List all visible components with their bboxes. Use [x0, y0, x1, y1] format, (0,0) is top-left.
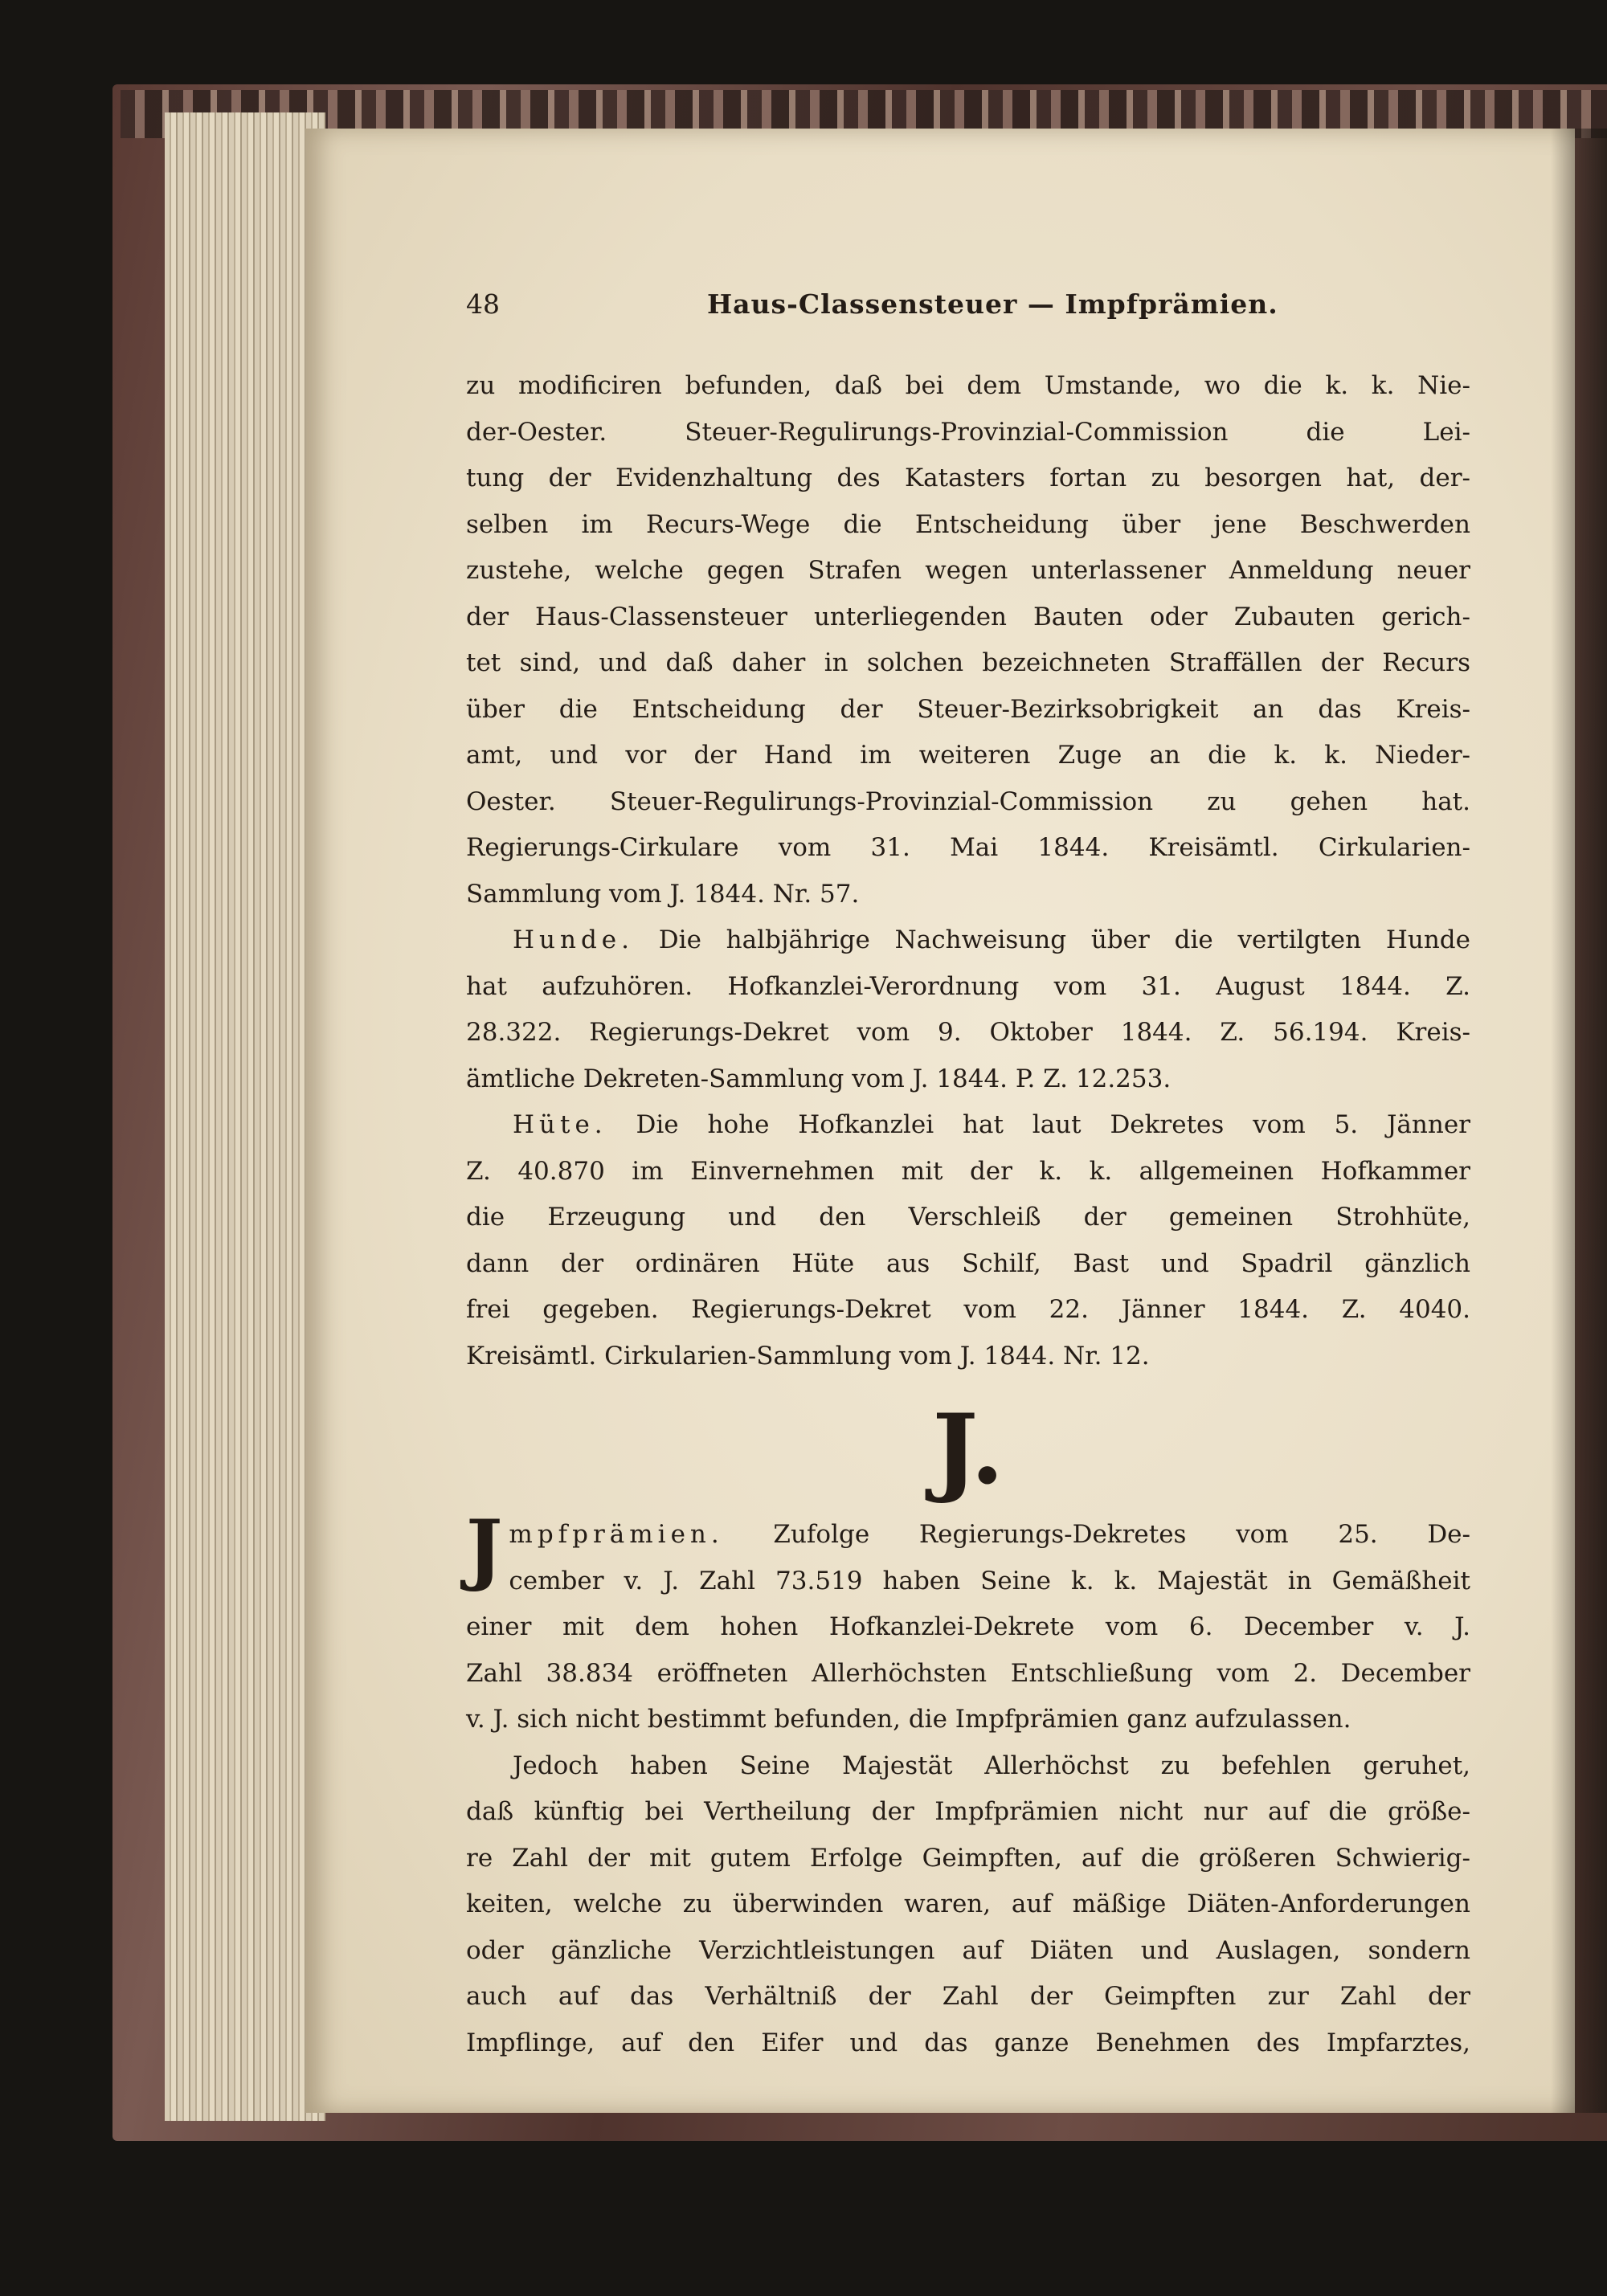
- text-line: Regierungs-Cirkulare vom 31. Mai 1844. Kreisämtl. Cirkularien-: [466, 833, 1470, 862]
- running-head: Haus-Classensteuer — Impfprämien.: [707, 288, 1278, 320]
- text-line: der Haus-Classensteuer unterliegenden Bauten oder Zubauten gerich-: [466, 602, 1470, 631]
- page-content: [466, 281, 1470, 2066]
- text-line: hat aufzuhören. Hofkanzlei-Verordnung vom 31. August 1844. Z.: [466, 971, 1470, 1001]
- text-line: frei gegeben. Regierungs-Dekret vom 22. Jänner 1844. Z. 4040.: [466, 1295, 1470, 1324]
- text-line: re Zahl der mit gutem Erfolge Geimpften, auf die größeren Schwierig-: [466, 1843, 1470, 1873]
- entry-hunde: [466, 917, 1470, 1102]
- text-line: oder gänzliche Verzichtleistungen auf Diäten und Auslagen, sondern: [466, 1935, 1470, 1965]
- text-line: tet sind, und daß daher in solchen bezeichneten Straffällen der Recurs: [466, 648, 1470, 677]
- text-line: ämtliche Dekreten-Sammlung vom J. 1844. P. Z. 12.253.: [466, 1064, 1172, 1093]
- text-line: Oester. Steuer-Regulirungs-Provinzial-Commission zu gehen hat.: [466, 786, 1470, 816]
- text-line: über die Entscheidung der Steuer-Bezirksobrigkeit an das Kreis-: [466, 694, 1470, 724]
- text-line: dann der ordinären Hüte aus Schilf, Bast und Spadril gänzlich: [466, 1248, 1470, 1278]
- entry-text: Die hohe Hofkanzlei hat laut Dekretes vom 5. Jänner: [607, 1110, 1470, 1139]
- text-line: amt, und vor der Hand im weiteren Zuge an die k. k. Nieder-: [466, 741, 1470, 770]
- text-line: [466, 1512, 1470, 1559]
- text-line: keiten, welche zu überwinden waren, auf mäßige Diäten-Anforderungen: [466, 1890, 1470, 1918]
- text-line: [466, 1102, 1470, 1149]
- text-line: zustehe, welche gegen Strafen wegen unterlassener Anmeldung neuer: [466, 556, 1470, 585]
- text-line: selben im Recurs-Wege die Entscheidung über jene Beschwerden: [466, 509, 1470, 539]
- page-header: [466, 281, 1470, 329]
- paragraph-continuation: [466, 363, 1470, 917]
- text-line: Jedoch haben Seine Majestät Allerhöchst zu befehlen geruhet,: [513, 1751, 1470, 1780]
- text-line: einer mit dem hohen Hofkanzlei-Dekrete vom 6. December v. J.: [466, 1612, 1470, 1641]
- text-line: Kreisämtl. Cirkularien-Sammlung vom J. 1844. Nr. 12.: [466, 1341, 1150, 1371]
- text-line: Impflinge, auf den Eifer und das ganze Benehmen des Impfarztes,: [466, 2028, 1470, 2057]
- paragraph-jedoch: [466, 1743, 1470, 2067]
- entry-text: Zufolge Regierungs-Dekretes vom 25. De-: [723, 1520, 1470, 1549]
- text-line: Z. 40.870 im Einvernehmen mit der k. k. allgemeinen Hofkammer: [466, 1156, 1470, 1186]
- text-line: daß künftig bei Vertheilung der Impfprämien nicht nur auf die größe-: [466, 1797, 1470, 1826]
- text-line: auch auf das Verhältniß der Zahl der Geimpften zur Zahl der: [466, 1982, 1470, 2011]
- text-line: tung der Evidenzhaltung des Katasters fortan zu besorgen hat, der-: [466, 464, 1470, 492]
- text-line: [466, 917, 1470, 964]
- text-line: 28.322. Regierungs-Dekret vom 9. Oktober 1844. Z. 56.194. Kreis-: [466, 1018, 1470, 1047]
- text-line: cember v. J. Zahl 73.519 haben Seine k. k. Majestät in Gemäßheit: [509, 1566, 1470, 1595]
- text-line: der-Oester. Steuer-Regulirungs-Provinzial-Commission die Lei-: [466, 417, 1470, 447]
- entry-huete: [466, 1102, 1470, 1379]
- entry-term: Hunde.: [513, 925, 635, 954]
- text-line: v. J. sich nicht bestimmt befunden, die Impfprämien ganz aufzulassen.: [466, 1705, 1351, 1734]
- entry-impfpraemien: [466, 1503, 1470, 1743]
- entry-text: Die halbjährige Nachweisung über die vertilgten Hunde: [634, 925, 1470, 954]
- drop-cap: J: [466, 1503, 503, 1594]
- text-line: Sammlung vom J. 1844. Nr. 57.: [466, 879, 860, 909]
- text-line: die Erzeugung und den Verschleiß der gemeinen Strohhüte,: [466, 1203, 1470, 1232]
- text-line: Zahl 38.834 eröffneten Allerhöchsten Entschließung vom 2. December: [466, 1658, 1470, 1688]
- text-line: zu modificiren befunden, daß bei dem Umstande, wo die k. k. Nie-: [466, 371, 1470, 400]
- section-letter: J.: [932, 1393, 1004, 1506]
- gutter-shadow: [1551, 129, 1607, 2113]
- entry-term: Hüte.: [513, 1110, 607, 1139]
- page-number: 48: [466, 288, 500, 320]
- page-leaves: [165, 112, 325, 2121]
- entry-term: mpfprämien.: [509, 1520, 724, 1549]
